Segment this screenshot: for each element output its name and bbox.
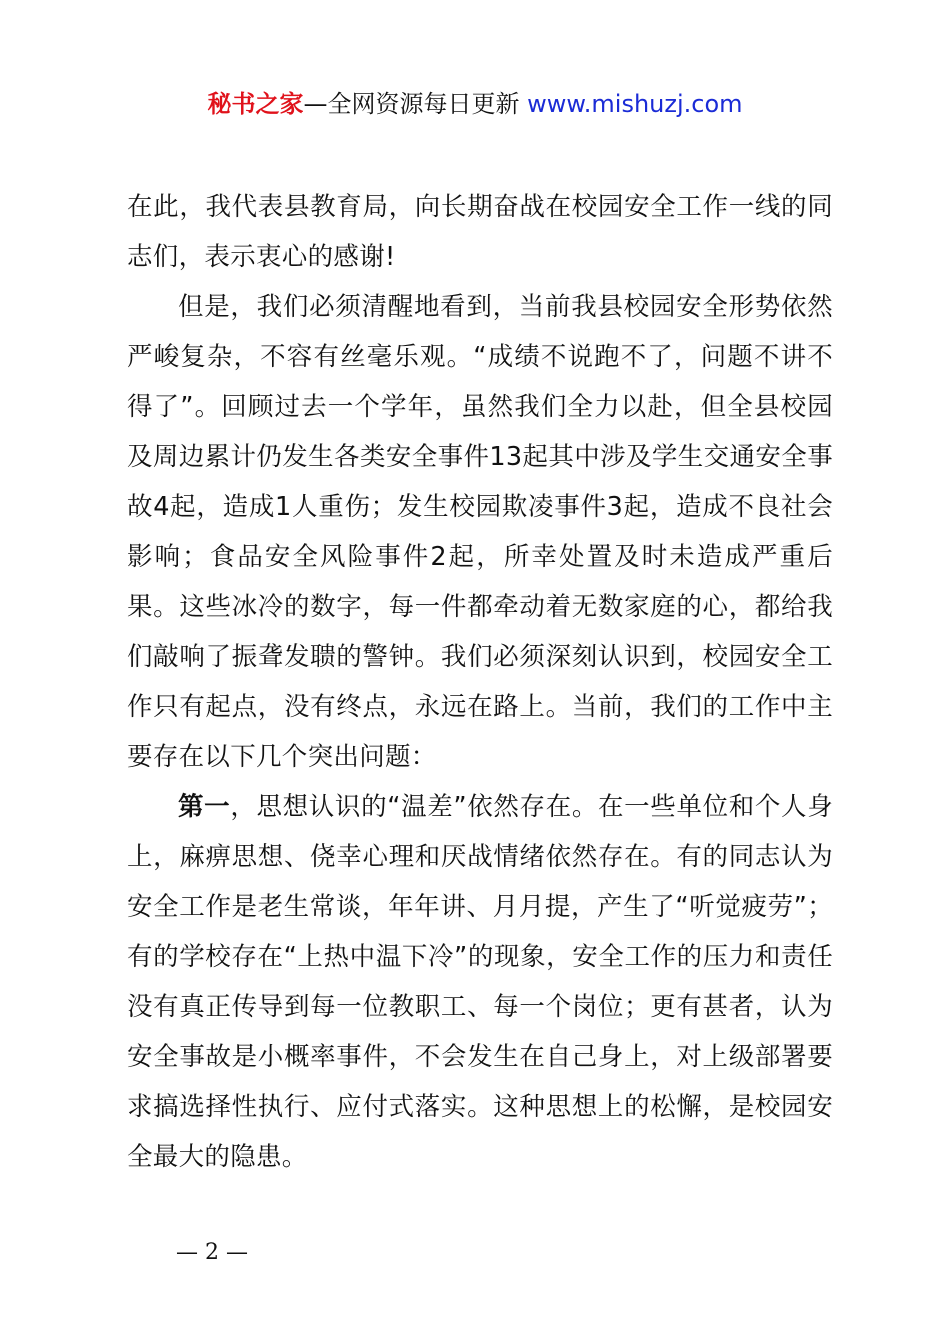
paragraph-situation	[127, 282, 833, 782]
site-tagline: —全网资源每日更新	[303, 90, 520, 118]
paragraph-text: 但是，我们必须清醒地看到，当前我县校园安全形势依然严峻复杂，不容有丝毫乐观。“成绩不说跑不了，问题不讲不得了”。回顾过去一个学年，虽然我们全力以赴，但全县校园及周边累计仍发生各类安全事件13起其中涉及学生交通安全事故4起，造成1人重伤；发生校园欺凌事件3起，造成不良社会影响；食品安全风险事件2起，所幸处置及时未造成严重后果。这些冰冷的数字，每一件都牵动着无数家庭的心，都给我们敲响了振聋发聩的警钟。我们必须深刻认识到，校园安全工作只有起点，没有终点，永远在路上。当前，我们的工作中主要存在以下几个突出问题：	[127, 292, 833, 772]
site-url-link[interactable]: www.mishuzj.com	[527, 90, 743, 118]
page-number: — 2 —	[176, 1240, 248, 1265]
paragraph-text: ，思想认识的“温差”依然存在。在一些单位和个人身上，麻痹思想、侥幸心理和厌战情绪依然存在。有的同志认为安全工作是老生常谈，年年讲、月月提，产生了“听觉疲劳”；有的学校存在“上热中温下冷”的现象，安全工作的压力和责任没有真正传导到每一位教职工、每一个岗位；更有甚者，认为安全事故是小概率事件，不会发生在自己身上，对上级部署要求搞选择性执行、应付式落实。这种思想上的松懈，是校园安全最大的隐患。	[127, 792, 833, 1172]
paragraph-lead: 第一	[178, 792, 231, 822]
site-header	[0, 86, 950, 122]
document-body	[127, 182, 833, 1182]
paragraph-continuation	[127, 182, 833, 282]
paragraph-text: 在此，我代表县教育局，向长期奋战在校园安全工作一线的同志们，表示衷心的感谢!	[127, 192, 833, 272]
paragraph-issue-first	[127, 782, 833, 1182]
site-brand: 秘书之家	[207, 90, 304, 118]
